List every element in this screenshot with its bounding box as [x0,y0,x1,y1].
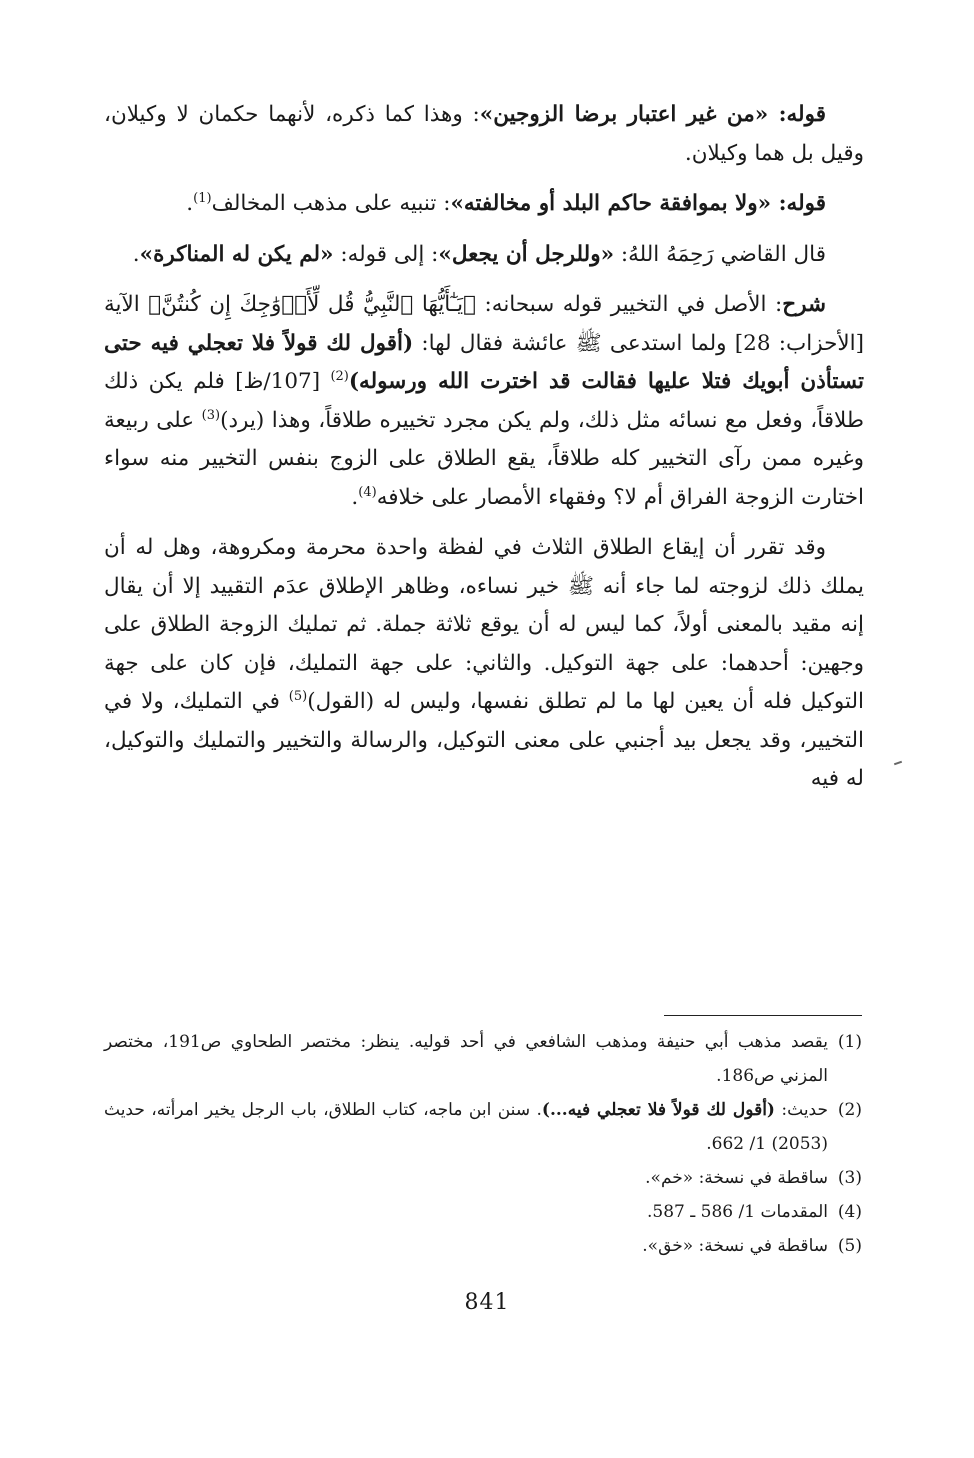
footnotes [104,1025,862,1263]
text-run: قوله: «من غير اعتبار برضا الزوجين» [479,102,826,127]
text-run: . [186,191,194,216]
text-run: (أقول لك قولاً فلا تعجلي فيه حتى تستأذن أبويك فتلا عليها فقالت قد اخترت الله ورسوله) [104,330,864,394]
footnote-number: (5) [837,1236,862,1256]
paragraph-3 [104,236,864,275]
footnote-number: (4) [837,1202,862,1222]
text-run: : الأصل في التخيير قوله سبحانه: ﴿يَـٰٓأَيُّهَا ٱلنَّبِيُّ قُل لِّأَزۡوَٰجِكَ إِن كُنتُنَّ﴾ الآية [الأحزاب: 28] ولما استدعى ﷺ عائشة فقال لها: [104,292,864,356]
footnote-separator [664,1015,862,1016]
footnote-text [104,1229,828,1263]
text-run: على ربيعة وغيره ممن رآى التخيير كله طلاقاً، يقع الطلاق على الزوج بنفس التخيير منه سواء اختارت الزوجة الفراق أم لا؟ وفقهاء الأمصار على خلافه [104,407,864,510]
footnote-5 [104,1229,862,1263]
paragraph-4 [104,286,864,517]
text-run: (أقول لك قولاً فلا تعجلي فيه...) [541,1100,775,1120]
text-run: ساقطة في نسخة: «خق». [642,1236,828,1256]
footnote-2 [104,1093,862,1161]
text-run: . [132,241,140,267]
paragraph-2 [104,185,864,224]
text-run: قال القاضي رَحِمَهُ اللهُ: [614,241,826,267]
footnote-ref[interactable]: (3) [201,407,221,423]
paragraph-5 [104,529,864,799]
footnote-number: (3) [837,1168,862,1188]
footnote-ref[interactable]: (5) [288,688,308,704]
footnote-text [104,1093,828,1161]
text-run: : وهذا كما ذكره، لأنهما حكمان لا وكيلان، وقيل بل هما وكيلان. [104,102,864,166]
footnote-number: (1) [837,1032,862,1052]
text-run: حديث: [774,1100,828,1120]
text-run: . سنن ابن ماجه، كتاب الطلاق، باب الرجل يخير امرأته، حديث (2053) 1/ 662. [104,1100,828,1154]
footnote-ref[interactable]: (4) [358,484,377,500]
text-run: : إلى قوله: [333,241,439,267]
paragraph-1 [104,96,864,173]
text-run: «وللرجل أن يجعل» [438,241,615,267]
text-run: : تنبيه على مذهب المخالف [211,191,451,216]
footnote-text [104,1025,828,1093]
text-run: يقصد مذهب أبي حنيفة ومذهب الشافعي في أحد قوليه. ينظر: مختصر الطحاوي ص191، مختصر المزني ص186. [104,1032,828,1086]
footnote-4 [104,1195,862,1229]
text-run: قوله: «ولا بموافقة حاكم البلد أو مخالفته» [450,191,826,216]
text-run: وقد تقرر أن إيقاع الطلاق الثلاث في لفظة واحدة محرمة ومكروهة، وهل له أن يملك ذلك لزوجته لما جاء أنه ﷺ خير نساءه، وظاهر الإطلاق عدَم التقييد إلا أن يقال إنه مقيد بالمعنى أولاً، كما ليس له أن يوقع ثلاثة جملة. ثم تمليك الزوجة الطلاق على وجهين: أحدهما: على جهة التوكيل. والثاني: على جهة التمليك، فإن كان على جهة التوكيل فله أن يعين لها ما لم تطلق نفسها، وليس له (القول) [104,535,865,714]
text-run: في التمليك، ولا في التخيير، وقد يجعل بيد أجنبي على معنى التوكيل، والرسالة والتخيير والتمليك والتوكيل، له فيه [104,689,864,791]
footnote-text [104,1195,828,1229]
page-number: 841 [464,1290,510,1315]
footnote-1 [104,1025,862,1093]
text-run: المقدمات 1/ 586 ـ 587. [646,1202,828,1222]
footnote-3 [104,1161,862,1195]
footnote-ref[interactable]: (2) [330,368,349,384]
text-run: «لم يكن له المناكرة» [139,241,334,267]
footnote-number: (2) [837,1100,862,1120]
main-text [104,96,864,811]
text-run: شرح [782,292,826,317]
footnote-ref[interactable]: (1) [193,190,212,206]
margin-mark [894,761,902,766]
text-run: . [351,484,359,510]
text-run: ساقطة في نسخة: «خم». [645,1168,828,1188]
text-run: [107/ظ] فلم يكن ذلك طلاقاً، وفعل مع نسائه مثل ذلك، ولم يكن مجرد تخييره طلاقاً، وهذا (يرد) [104,369,864,433]
footnote-text [104,1161,828,1195]
